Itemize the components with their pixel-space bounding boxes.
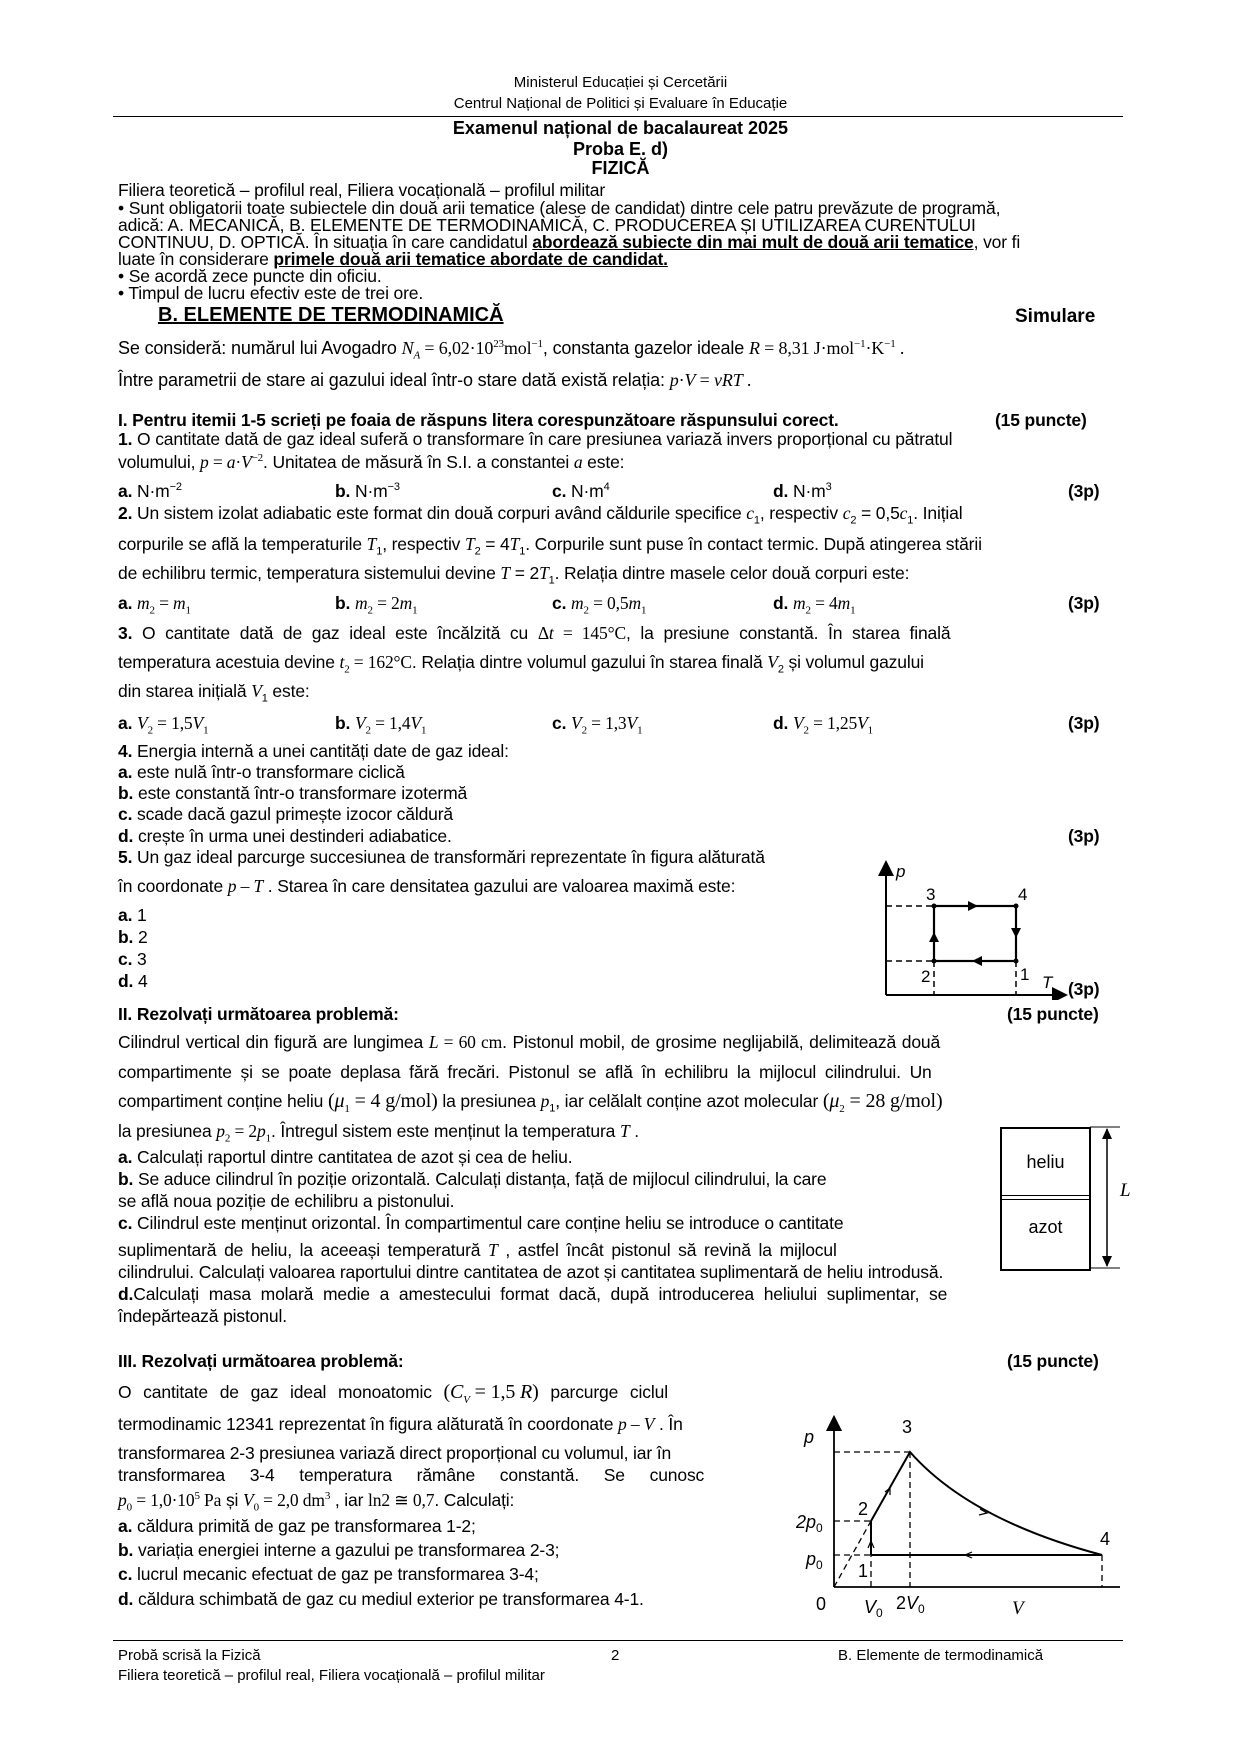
item-text: căldura primită de gaz pe transformarea 1-2; <box>137 1516 476 1536</box>
q1-option-b[interactable]: b. $N\cdot m^{-3}$ <box>335 481 400 501</box>
instruction-bullet-1: • Sunt obligatorii toate subiectele din două arii tematice (alese de candidat) dintre cele patru prevăzute de programă, <box>118 198 1001 218</box>
part2-item-d-line2: îndepărtează pistonul. <box>118 1306 287 1326</box>
q4-option-d[interactable]: d. crește în urma unei destinderi adiabatice. <box>118 826 452 846</box>
length-label: L <box>1120 1180 1131 1201</box>
q2-option-c[interactable]: c. $m_2 = 0,5m_1$ <box>552 593 647 617</box>
p-axis-label: p <box>804 1427 815 1447</box>
item-text: variația energiei interne a gazului pe transformarea 2-3; <box>137 1540 560 1560</box>
state-2-label: 2 <box>858 1499 869 1519</box>
q4-stem <box>118 741 509 762</box>
part1-points: (15 puncte) <box>995 410 1087 430</box>
item-text: lucrul mecanic efectuat de gaz pe transformarea 3-4; <box>137 1564 539 1584</box>
q2-stem-line2: corpurile se află la temperaturile $T_1$, respectiv $T_2 = 4T_1$. Corpurile sunt puse în contact termic. După atingerea stării <box>118 534 982 558</box>
cycle-path <box>934 906 1016 961</box>
q4-option-a[interactable]: a. este nulă într-o transformare ciclică <box>118 762 405 782</box>
q5-option-a[interactable]: a. 1 <box>118 905 147 925</box>
item-text: Cilindrul este menținut orizontal. În compartimentul care conține heliu se introduce o cantitate <box>137 1213 844 1233</box>
part3-intro-3: transformarea 2-3 presiunea variază direct proporțional cu volumul, iar în <box>118 1443 672 1463</box>
q2-option-a[interactable]: a. $m_2 = m_1$ <box>118 593 191 617</box>
part3-intro-2: termodinamic 12341 reprezentat în figura alăturată în coordonate p – V . În <box>118 1414 683 1434</box>
q1-option-c[interactable]: c. $N\cdot m^4$ <box>552 481 610 501</box>
q3-option-b[interactable]: b. $V_2 = 1,4V_1$ <box>335 713 427 737</box>
state-3-label: 3 <box>926 885 936 904</box>
item-text: Se aduce cilindrul în poziție orizontală. Calculați distanța, față de mijlocul cilindrului, la care <box>137 1169 827 1189</box>
p-axis-label: p <box>896 862 906 881</box>
option-text: este constantă într-o transformare izotermă <box>137 783 468 803</box>
page-number: 2 <box>611 1647 620 1664</box>
exam-proba: Proba E. d) <box>572 139 668 159</box>
q5-text: Un gaz ideal parcurge succesiunea de transformări reprezentate în figura alăturată <box>137 847 765 867</box>
q3-option-c[interactable]: c. $V_2 = 1,3V_1$ <box>552 713 643 737</box>
q1-points: (3p) <box>1068 481 1100 501</box>
state-3-label: 3 <box>902 1417 913 1437</box>
part3-heading: III. Rezolvați următoarea problemă: <box>118 1351 404 1371</box>
part3-intro-4: transformarea 3-4 temperatura rămâne constantă. Se cunosc <box>118 1465 705 1485</box>
part2-item-b-line2: se află noua poziție de echilibru a pistonului. <box>118 1191 455 1211</box>
part2-intro-3: compartiment conține heliu ($\mu_1 = 4$ g/mol) la presiunea $p_1$, iar celălalt conține azot molecular ($\mu_2 = 28$ g/mol) <box>118 1090 943 1115</box>
part3-item-a: a. căldura primită de gaz pe transformarea 1-2; <box>118 1516 476 1536</box>
part2-item-c: c. Cilindrul este menținut orizontal. În compartimentul care conține heliu se introduce o cantitate <box>118 1213 844 1233</box>
section-title: B. ELEMENTE DE TERMODINAMICĂ <box>158 304 504 326</box>
q1-option-d[interactable]: d. $N\cdot m^3$ <box>773 481 832 501</box>
footer-right: B. Elemente de termodinamică <box>838 1647 1044 1664</box>
section-tag: Simulare <box>1015 306 1096 327</box>
filiera-line: Filiera teoretică – profilul real, Filiera vocațională – profilul militar <box>118 180 606 200</box>
part2-item-d: d.Calculați masa molară medie a amestecului format dacă, după introducerea heliului suplimentar, se <box>118 1284 948 1304</box>
footer-filiera: Filiera teoretică – profilul real, Filiera vocațională – profilul militar <box>118 1667 545 1684</box>
footer-rule <box>113 1640 1123 1641</box>
q1-text: volumului, <box>118 452 200 472</box>
q2-option-d[interactable]: d. $m_2 = 4m_1$ <box>773 593 856 617</box>
option-text: este nulă într-o transformare ciclică <box>137 762 405 782</box>
exam-subject: FIZICĂ <box>591 158 650 178</box>
instruction-emphasis: primele două arii tematice abordate de candidat. <box>273 249 668 269</box>
instruction-bullet-3: • Timpul de lucru efectiv este de trei ore. <box>118 283 424 303</box>
option-text: crește în urma unei destinderi adiabatice. <box>137 826 452 846</box>
q1-text: . Unitatea de măsură în S.I. a constantei a este: <box>263 452 625 472</box>
tick-2v0: $2V_0$ <box>896 1593 925 1616</box>
state-relation-line <box>118 370 751 391</box>
option-text: 4 <box>137 971 148 991</box>
state-1-label: 1 <box>858 1561 869 1581</box>
instruction-bullet-2: • Se acordă zece puncte din oficiu. <box>118 266 382 286</box>
constants-line <box>118 338 905 362</box>
relation-text: Între parametrii de stare ai gazului ideal într-o stare dată există relația: <box>118 370 670 390</box>
v-axis-label: V <box>1012 1598 1024 1619</box>
part2-intro-2: compartimente și se poate deplasa fără frecări. Pistonul se află în echilibru la mijlocul cilindrului. Un <box>118 1062 932 1082</box>
arrow-up-icon <box>1102 1128 1112 1139</box>
q3-number: 3. <box>118 623 133 643</box>
piston <box>1002 1195 1089 1200</box>
t-axis-label: T <box>1042 973 1053 992</box>
ideal-gas-law: p·V = νRT . <box>669 370 752 390</box>
q4-text: Energia internă a unei cantități date de gaz ideal: <box>137 741 509 761</box>
part3-intro-1: O cantitate de gaz ideal monoatomic ($C_V = 1,5$ R) parcurge ciclul <box>118 1381 668 1406</box>
q1-stem-line2 <box>118 452 624 473</box>
option-text: 1 <box>137 905 147 925</box>
constants-text: , constanta gazelor ideale <box>542 338 749 358</box>
part2-item-c-line3: cilindrului. Calculați valoarea raportului dintre cantitatea de azot și cantitatea suplimentară de heliu introdusă. <box>118 1262 944 1282</box>
center-name: Centrul Național de Politici și Evaluare în Educație <box>453 95 788 112</box>
q3-option-d[interactable]: d. $V_2 = 1,25V_1$ <box>773 713 873 737</box>
part2-intro-1: Cilindrul vertical din figură are lungimea L = 60 cm. Pistonul mobil, de grosime neglijabilă, delimitează două <box>118 1032 941 1052</box>
part2-heading: II. Rezolvați următoarea problemă: <box>118 1004 399 1024</box>
cylinder-figure <box>1000 1127 1091 1271</box>
origin-label: 0 <box>816 1594 827 1614</box>
part2-item-b: b. Se aduce cilindrul în poziție orizontală. Calculați distanța, față de mijlocul cilindrului, la care <box>118 1169 827 1189</box>
q1-stem <box>118 429 952 450</box>
q3-stem: 3. O cantitate dată de gaz ideal este încălzită cu Δt = 145°C, la presiune constantă. În starea finală <box>118 623 951 643</box>
state-4-label: 4 <box>1018 885 1028 904</box>
ministry-name: Ministerul Educației și Cercetării <box>513 74 728 91</box>
q4-number: 4. <box>118 741 133 761</box>
part2-points: (15 puncte) <box>1007 1004 1099 1024</box>
instruction-emphasis: abordează subiecte din mai mult de două arii tematice <box>532 232 974 252</box>
option-text: 2 <box>137 927 148 947</box>
arrow-1-2-icon <box>972 956 982 966</box>
part2-item-a: a. Calculați raportul dintre cantitatea de azot și cea de heliu. <box>118 1147 573 1167</box>
item-text: Calculați raportul dintre cantitatea de azot și cea de heliu. <box>137 1147 573 1167</box>
exam-title: Examenul național de bacalaureat 2025 <box>452 118 789 138</box>
footer-left: Probă scrisă la Fizică <box>118 1647 261 1664</box>
option-text: scade dacă gazul primește izocor căldură <box>137 804 453 824</box>
q1-text: O cantitate dată de gaz ideal suferă o transformare în care presiunea variază invers proporțional cu pătratul <box>137 429 953 449</box>
item-text: căldura schimbată de gaz cu mediul exterior pe transformarea 4-1. <box>137 1589 644 1609</box>
q5-option-c[interactable]: c. 3 <box>118 949 147 969</box>
state-1-label: 1 <box>1020 965 1030 984</box>
tick-p0: $p_0$ <box>806 1549 823 1572</box>
state-4-label: 4 <box>1100 1529 1111 1549</box>
arrow-down-icon <box>1102 1256 1112 1267</box>
q5-number: 5. <box>118 847 133 867</box>
instruction-text: , vor fi <box>973 232 1021 252</box>
q5-option-b[interactable]: b. 2 <box>118 927 148 947</box>
part2-item-c-line2: suplimentară de heliu, la aceeași temperatură T , astfel încât pistonul să revină la mijlocul <box>118 1240 837 1260</box>
gas-constant: R = 8,31 $J\cdot mol^{-1}\cdot K^{-1}$ . <box>748 338 905 358</box>
q1-number: 1. <box>118 429 133 449</box>
tick-2p0: $2p_0$ <box>796 1512 823 1535</box>
q5-option-d[interactable]: d. 4 <box>118 971 148 991</box>
header-rule <box>113 116 1123 117</box>
instruction-text: CONTINUU, D. OPTICĂ. În situația în care candidatul <box>118 232 533 252</box>
part3-item-d: d. căldura schimbată de gaz cu mediul exterior pe transformarea 4-1. <box>118 1589 644 1609</box>
part2-intro-4: la presiunea $p_2 = 2p_1$. Întregul sistem este menținut la temperatura T . <box>118 1121 639 1145</box>
q5-pt-diagram <box>870 860 1070 1000</box>
q4-points: (3p) <box>1068 826 1100 846</box>
instruction-bullet-1-line2: adică: A. MECANICĂ, B. ELEMENTE DE TERMODINAMICĂ, C. PRODUCEREA ȘI UTILIZAREA CURENTULUI <box>118 215 976 235</box>
q5-stem <box>118 847 765 868</box>
q2-option-b[interactable]: b. $m_2 = 2m_1$ <box>335 593 418 617</box>
q2-number: 2. <box>118 503 133 523</box>
constants-text: Se consideră: numărul lui Avogadro <box>118 338 402 358</box>
instruction-text: luate în considerare <box>118 249 274 269</box>
q1-option-a[interactable]: a. $N\cdot m^{-2}$ <box>118 481 182 501</box>
arrow-2-3-icon <box>929 932 939 942</box>
avogadro-constant: $N_A = 6,02\cdot 10^{23}mol^{-1}$ <box>401 338 543 362</box>
state-2-label: 2 <box>921 967 931 986</box>
q2-stem-line3: de echilibru termic, temperatura sistemului devine $T = 2T_1$. Relația dintre masele celor două corpuri este: <box>118 563 910 587</box>
part3-intro-5: $p_0 = 1,0\cdot 10^5$ Pa și $V_0 = 2,0$ $dm^3$ , iar ln2 ≅ 0,7. Calculați: <box>118 1490 515 1514</box>
arrow-3-4-icon <box>968 901 978 911</box>
tick-v0: $V_0$ <box>864 1597 883 1620</box>
item-text: Calculați masa molară medie a amestecului format dacă, după introducerea heliului suplimentar, se <box>133 1284 948 1304</box>
arrow-4-1-icon <box>1011 928 1021 938</box>
q1-formula: $p = a\cdot V^{-2}$ <box>200 452 264 472</box>
nitrogen-compartment: azot <box>1028 1216 1063 1237</box>
q5-stem-line2: în coordonate p – T . Starea în care densitatea gazului are valoarea maximă este: <box>118 876 736 896</box>
q3-points: (3p) <box>1068 713 1100 733</box>
part3-points: (15 puncte) <box>1007 1351 1099 1371</box>
option-text: 3 <box>137 949 147 969</box>
cycle-path <box>871 1452 1102 1555</box>
part3-item-c: c. lucrul mecanic efectuat de gaz pe transformarea 3-4; <box>118 1564 539 1584</box>
q4-option-b[interactable]: b. este constantă într-o transformare izotermă <box>118 783 468 803</box>
q3-stem-line3: din starea inițială $V_1$ este: <box>118 681 310 705</box>
q4-option-c[interactable]: c. scade dacă gazul primește izocor căldură <box>118 804 453 824</box>
q2-points: (3p) <box>1068 593 1100 613</box>
part3-pv-diagram <box>780 1395 1125 1625</box>
part3-item-b: b. variația energiei interne a gazului pe transformarea 2-3; <box>118 1540 560 1560</box>
q3-stem-line2: temperatura acestuia devine $t_2 = 162^\circ C$. Relația dintre volumul gazului în starea finală $V_2$ și volumul gazului <box>118 652 924 676</box>
q3-option-a[interactable]: a. $V_2 = 1,5V_1$ <box>118 713 209 737</box>
part1-heading: I. Pentru itemii 1-5 scrieți pe foaia de răspuns litera corespunzătoare răspunsului corect. <box>118 410 839 430</box>
q5-points: (3p) <box>1068 979 1100 999</box>
helium-compartment: heliu <box>1026 1151 1065 1172</box>
q2-stem: 2. Un sistem izolat adiabatic este format din două corpuri având căldurile specifice $c_1$, respectiv $c_2 = 0,5c_1$. Inițial <box>118 503 963 527</box>
